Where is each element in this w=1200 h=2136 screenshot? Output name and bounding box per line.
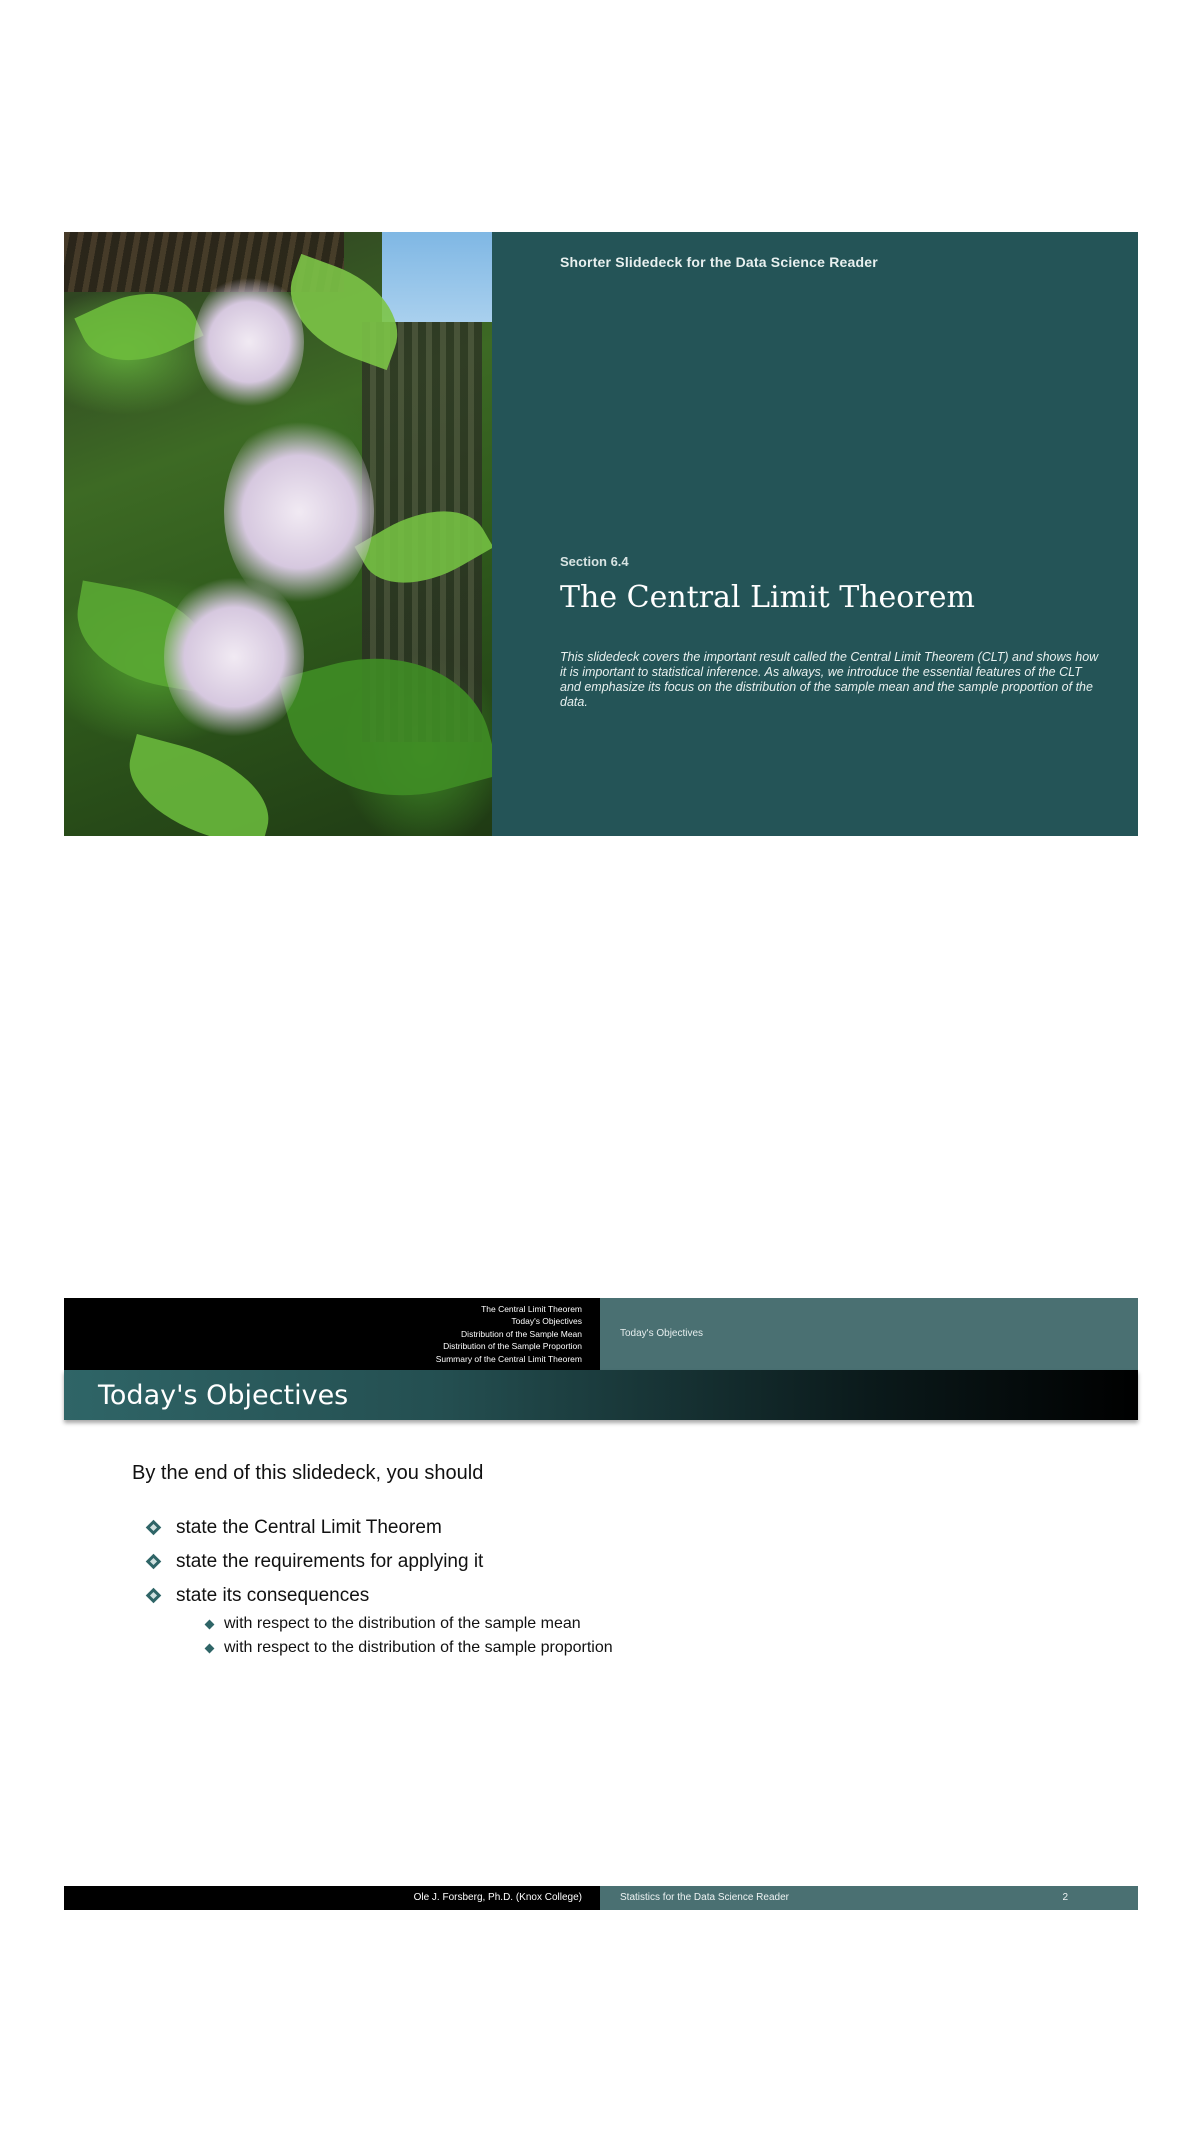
nav-link[interactable]: Distribution of the Sample Proportion xyxy=(443,1341,582,1351)
author-text: Ole J. Forsberg, Ph.D. (Knox College) xyxy=(413,1892,582,1903)
item-text: state its consequences xyxy=(176,1585,370,1606)
list-item xyxy=(132,1585,1092,1657)
course-kicker: Shorter Slidedeck for the Data Science Reader xyxy=(560,254,878,270)
current-subsection[interactable]: Today's Objectives xyxy=(620,1328,704,1339)
subsection-navigation xyxy=(600,1298,1138,1370)
sub-list xyxy=(176,1615,1092,1657)
frame-title-bar xyxy=(64,1370,1138,1420)
nav-link[interactable]: Distribution of the Sample Mean xyxy=(461,1329,582,1339)
small-diamond-bullet-icon xyxy=(205,1644,215,1654)
photo-leaf xyxy=(116,734,282,836)
deck-title-text: Statistics for the Data Science Reader xyxy=(620,1892,789,1903)
section-number: Section 6.4 xyxy=(560,554,629,569)
page-number: 2 xyxy=(1062,1892,1068,1903)
list-item xyxy=(132,1551,1092,1573)
diamond-bullet-icon xyxy=(146,1588,162,1604)
small-diamond-bullet-icon xyxy=(205,1620,215,1630)
slide-footer xyxy=(64,1886,1138,1910)
sub-list-item xyxy=(176,1639,1092,1657)
slide-body xyxy=(132,1462,1092,1669)
subitem-text: with respect to the distribution of the sample mean xyxy=(224,1615,581,1632)
slide-title: The Central Limit Theorem xyxy=(560,580,975,615)
photo-sky xyxy=(382,232,492,322)
nav-link[interactable]: Summary of the Central Limit Theorem xyxy=(435,1354,582,1364)
objectives-list xyxy=(132,1517,1092,1657)
sub-list-item xyxy=(176,1615,1092,1633)
section-navigation xyxy=(64,1298,600,1370)
slide-description: This slidedeck covers the important result called the Central Limit Theorem (CLT) and shows how it is important to statistical inference. As always, we introduce the essential features of the CLT and emphasize its focus on the distribution of the sample mean and the sample proportion of the data. xyxy=(560,650,1099,709)
item-text: state the Central Limit Theorem xyxy=(176,1517,442,1538)
lilac-photo xyxy=(64,232,492,836)
objectives-slide xyxy=(64,1298,1138,1904)
lilac-blossom xyxy=(164,572,304,742)
diamond-bullet-icon xyxy=(146,1520,162,1536)
item-text: state the requirements for applying it xyxy=(176,1551,484,1572)
list-item xyxy=(132,1517,1092,1539)
nav-link[interactable]: Today's Objectives xyxy=(511,1316,582,1326)
footer-author xyxy=(64,1886,600,1910)
frame-title: Today's Objectives xyxy=(98,1380,349,1411)
title-slide xyxy=(64,232,1138,836)
subitem-text: with respect to the distribution of the sample proportion xyxy=(224,1639,613,1656)
footer-title xyxy=(600,1886,1138,1910)
lilac-blossom xyxy=(194,272,304,412)
diamond-bullet-icon xyxy=(146,1554,162,1570)
intro-text: By the end of this slidedeck, you should xyxy=(132,1462,484,1484)
nav-link[interactable]: The Central Limit Theorem xyxy=(481,1304,582,1314)
navigation-header xyxy=(64,1298,1138,1370)
